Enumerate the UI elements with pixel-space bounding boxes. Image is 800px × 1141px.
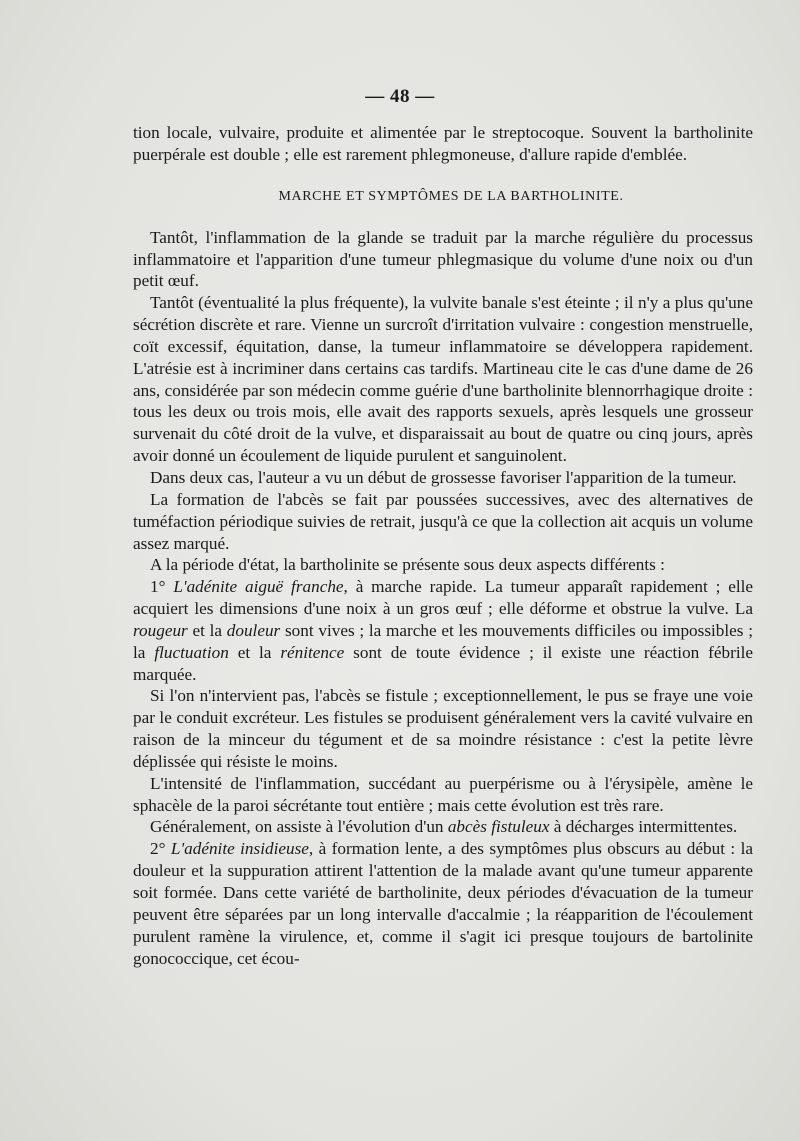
paragraph-grossesse: Dans deux cas, l'auteur a vu un début de grossesse favoriser l'apparition de la tumeur. (150, 467, 737, 487)
term-rougeur: rougeur (133, 620, 188, 640)
text-segment: à décharges intermittentes. (549, 817, 738, 837)
paragraph-formation-abces: La formation de l'abcès se fait par poussées successives, avec des alternatives de tuméfaction périodique suivies de retrait, jusqu'à ce que la collection ait acquis un volume assez marqué. (133, 489, 753, 553)
page-number: — 48 — (365, 86, 435, 107)
opening-paragraph: tion locale, vulvaire, produite et alimentée par le streptocoque. Souvent la bartholinite puerpérale est double ; elle est rarement phlegmoneuse, d'allure rapide d'emblée. (133, 123, 753, 164)
paragraph-intensite: L'intensité de l'inflammation, succédant au puerpérisme ou à l'érysipèle, amène le sphacèle de la paroi sécrétante tout entière ; mais cette évolution est très rare. (133, 773, 753, 815)
term-renitence: rénitence (280, 642, 345, 662)
text-segment: et la (228, 642, 281, 662)
paragraph-adenite-insidieuse (133, 838, 753, 969)
body-text (133, 122, 753, 969)
paragraph-periode-etat: A la période d'état, la bartholinite se présente sous deux aspects différents : (150, 555, 665, 575)
text-segment: Généralement, on assiste à l'évolution d'un (150, 817, 448, 837)
term-adenite-aigue: L'adénite aiguë franche (173, 577, 344, 597)
text-segment: , à marche rapide. La tumeur apparaît rapidement ; elle acquiert les dimensions d'une noix à un gros œuf ; elle déforme et obstrue la vulve. La (133, 577, 754, 619)
term-fluctuation: fluctuation (154, 642, 229, 662)
paragraph-generalement (133, 816, 753, 838)
text-segment: sont vives ; la marche et les mouvements difficiles ou impossibles ; la (133, 620, 753, 662)
paragraph-tantot-1: Tantôt, l'inflammation de la glande se traduit par la marche régulière du processus inflammatoire et l'apparition d'une tumeur phlegmasique du volume d'une noix ou d'un petit œuf. (133, 227, 753, 291)
term-adenite-insidieuse: L'adénite insidieuse (170, 839, 309, 859)
paragraph-fistule: Si l'on n'intervient pas, l'abcès se fistule ; exceptionnellement, le pus se fraye une voie par le conduit excréteur. Les fistules se produisent généralement vers la cavité vulvaire en raison de la minceur du tégument et de sa moindre résistance : c'est la petite lèvre déplissée qui résiste le moins. (133, 686, 753, 771)
text-segment: sont de toute évidence ; il existe une réaction fébrile marquée. (133, 642, 754, 684)
paragraph-adenite-aigue (133, 576, 753, 685)
section-heading: MARCHE ET SYMPTÔMES DE LA BARTHOLINITE. (278, 188, 624, 204)
list-number-2: 2° (150, 839, 171, 859)
text-segment: et la (187, 620, 227, 640)
term-douleur: douleur (226, 620, 281, 640)
paragraph-tantot-2: Tantôt (éventualité la plus fréquente), la vulvite banale s'est éteinte ; il n'y a plus qu'une sécrétion discrète et rare. Vienne un surcroît d'irritation vulvaire : congestion menstruelle, coït excessif, équitation, danse, la tumeur inflammatoire se développera rapidement. L'atrésie est à incriminer dans certains cas tardifs. Martineau cite le cas d'une dame de 26 ans, considérée par son médecin comme guérie d'une bartholinite blennorrhagique droite : tous les deux ou trois mois, elle avait des rapports sexuels, après lesquels une grosseur survenait du côté droit de la vulve, et disparaissait au bout de quatre ou cinq jours, après avoir donné un écoulement de liquide purulent et sanguinolent. (133, 293, 753, 466)
list-number-1: 1° (150, 577, 174, 597)
text-segment: , à formation lente, a des symptômes plus obscurs au début : la douleur et la suppuration attirent l'attention de la malade avant qu'une tumeur apparente soit formée. Dans cette variété de bartholinite, deux périodes d'évacuation de la tumeur peuvent être séparées par un long intervalle d'accalmie ; la réapparition de l'écoulement purulent ramène la virulence, et, comme il s'agit ici presque toujours de bartolinite gonococcique, cet écou- (133, 839, 753, 968)
term-abces-fistuleux: abcès fistuleux (447, 817, 550, 837)
